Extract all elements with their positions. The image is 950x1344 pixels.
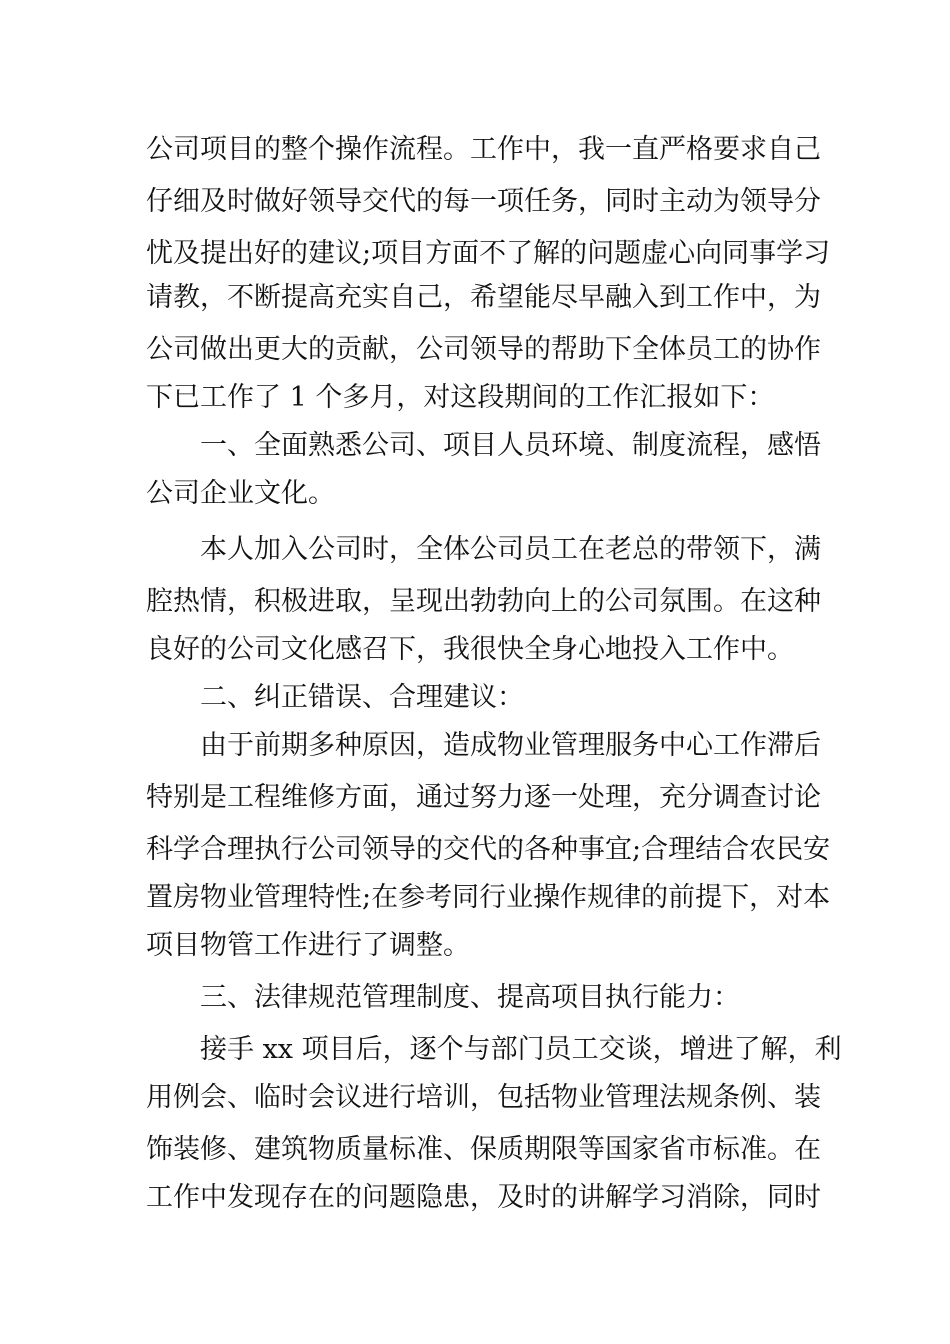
paragraph-first-line: 由于前期多种原因，造成物业管理服务中心工作滞后 — [200, 730, 821, 761]
text-line: 忧及提出好的建议;项目方面不了解的问题虚心向同事学习 — [146, 238, 831, 269]
text-line: 用例会、临时会议进行培训，包括物业管理法规条例、装 — [146, 1082, 821, 1113]
text-line: 请教，不断提高充实自己，希望能尽早融入到工作中，为 — [146, 282, 821, 313]
text-line: 项目物管工作进行了调整。 — [146, 930, 470, 961]
text-line: 下已工作了 1 个多月，对这段期间的工作汇报如下： — [146, 382, 775, 413]
text-line: 特别是工程维修方面，通过努力逐一处理，充分调查讨论 — [146, 782, 821, 813]
text-line: 腔热情，积极进取，呈现出勃勃向上的公司氛围。在这种 — [146, 586, 821, 617]
paragraph-first-line: 接手 xx 项目后，逐个与部门员工交谈，增进了解，利 — [200, 1034, 842, 1065]
text-line: 置房物业管理特性;在参考同行业操作规律的前提下，对本 — [146, 882, 831, 913]
text-line: 公司企业文化。 — [146, 478, 335, 509]
text-line: 公司做出更大的贡献，公司领导的帮助下全体员工的协作 — [146, 334, 821, 365]
text-line: 科学合理执行公司领导的交代的各种事宜;合理结合农民安 — [146, 834, 831, 865]
text-line: 仔细及时做好领导交代的每一项任务，同时主动为领导分 — [146, 186, 821, 217]
paragraph-first-line: 本人加入公司时，全体公司员工在老总的带领下，满 — [200, 534, 821, 565]
text-line: 工作中发现存在的问题隐患，及时的讲解学习消除，同时 — [146, 1182, 821, 1213]
text-line: 良好的公司文化感召下，我很快全身心地投入工作中。 — [146, 634, 794, 665]
section-heading: 三、法律规范管理制度、提高项目执行能力： — [200, 982, 740, 1013]
text-line: 饰装修、建筑物质量标准、保质期限等国家省市标准。在 — [146, 1134, 821, 1165]
section-heading: 一、全面熟悉公司、项目人员环境、制度流程，感悟 — [200, 430, 821, 461]
text-line: 公司项目的整个操作流程。工作中，我一直严格要求自己 — [146, 134, 821, 165]
section-heading: 二、纠正错误、合理建议： — [200, 682, 524, 713]
